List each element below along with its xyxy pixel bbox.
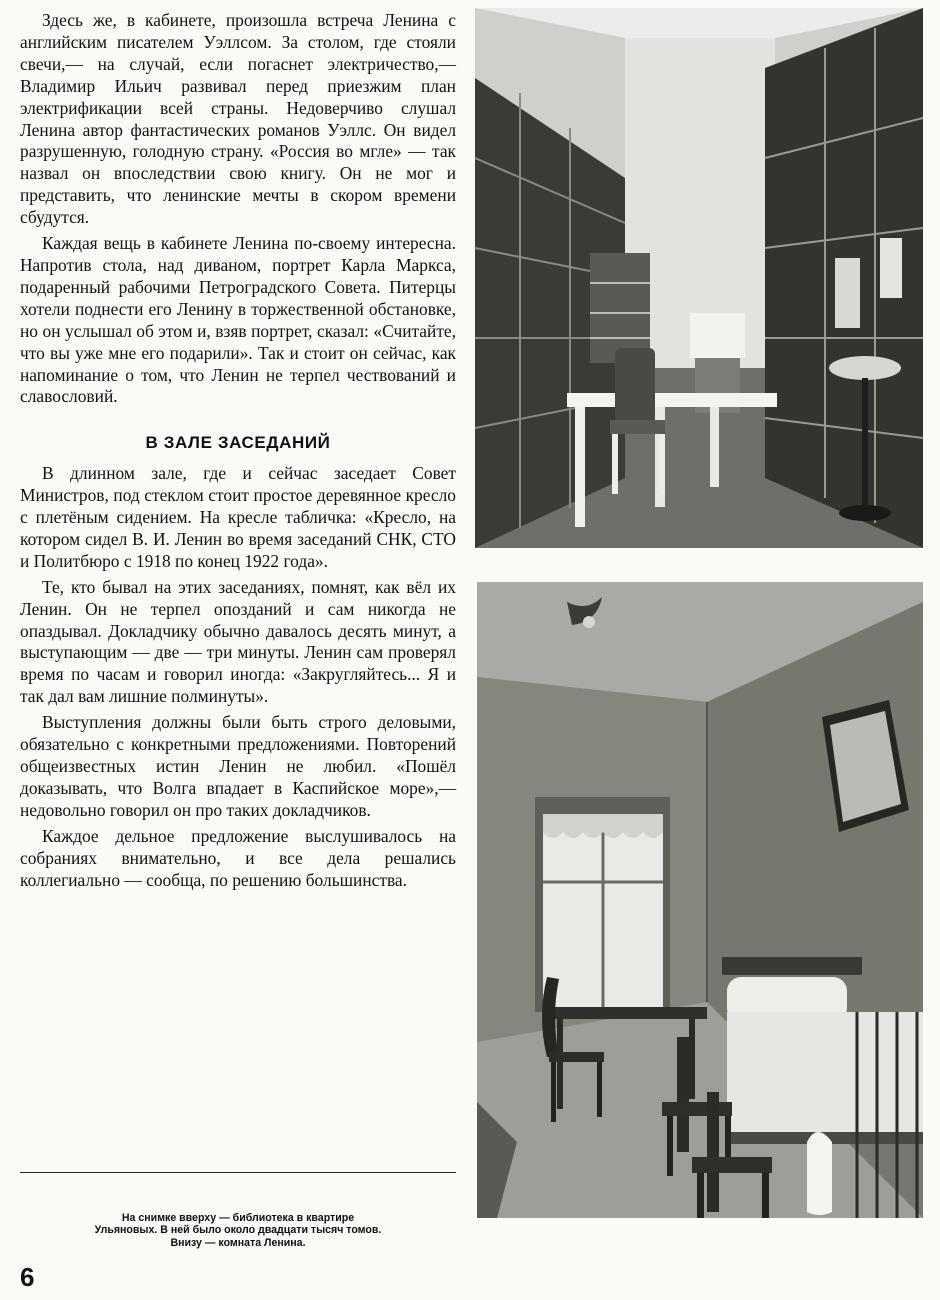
article-paragraph: Здесь же, в кабинете, произошла встреча Ленина с английским писателем Уэллсом. За столом, где стояли свечи,— на случай, если погаснет электричество,— Владимир Ильич развивал перед приезжим план электрификации всей страны. Недоверчиво слушал Ленина автор фантастических романов Уэллс. Он видел разрушенную, голодную страну. «Россия во мгле» — так назвал он впоследствии свою книгу. Он не мог и представить, что ленинские мечты в скором времени сбудутся.	[20, 10, 456, 228]
article-paragraph: Каждое дельное предложение выслушивалось на собраниях внимательно, и все дела решались коллегиально — сообща, по решению большинства.	[20, 825, 456, 890]
article-paragraph: Выступления должны были быть строго деловыми, обязательно с конкретными предложениями. Повторений общеизвестных истин Ленин не любил. «Пошёл доказывать, что Волга впадает в Каспийское море»,— недовольно говорил он про таких докладчиков.	[20, 712, 456, 820]
caption-line: На снимке вверху — библиотека в квартире	[121, 1212, 355, 1224]
article-paragraph: В длинном зале, где и сейчас заседает Совет Министров, под стеклом стоит простое деревянное кресло с плетёным сидением. На кресле табличка: «Кресло, на котором сидел В. И. Ленин во время заседаний СНК, СТО и Политбюро с 1918 по конец 1922 года».	[20, 463, 456, 571]
library-photo	[475, 8, 923, 548]
lenin-room-photo	[477, 582, 923, 1218]
article-paragraph: Те, кто бывал на этих заседаниях, помнят, как вёл их Ленин. Он не терпел опозданий и сам никогда не опаздывал. Докладчику обычно давалось десять минут, а выступающим — две — три минуты. Ленин сам проверял время по часам и говорил иногда: «Закругляйтесь... Я и так дал вам лишние полминуты».	[20, 576, 456, 707]
photo-caption	[18, 1212, 458, 1249]
article-paragraph: Каждая вещь в кабинете Ленина по-своему интересна. Напротив стола, над диваном, портрет Карла Маркса, подаренный рабочими Петроградского Совета. Питерцы хотели поднести его Ленину в торжественной обстановке, но он услышал об этом и, взяв портрет, сказал: «Считайте, что вы уже мне его подарили». Так и стоит он сейчас, как напоминание о том, что Ленин не терпел чествований и славословий.	[20, 233, 456, 407]
page-number: 6	[20, 1262, 35, 1292]
caption-line: Внизу — комната Ленина.	[170, 1236, 306, 1249]
article-text-column	[20, 10, 456, 895]
section-heading: В ЗАЛЕ ЗАСЕДАНИЙ	[145, 433, 331, 453]
caption-line: Ульяновых. В ней было около двадцати тысяч томов.	[94, 1224, 382, 1237]
caption-divider	[20, 1172, 456, 1173]
